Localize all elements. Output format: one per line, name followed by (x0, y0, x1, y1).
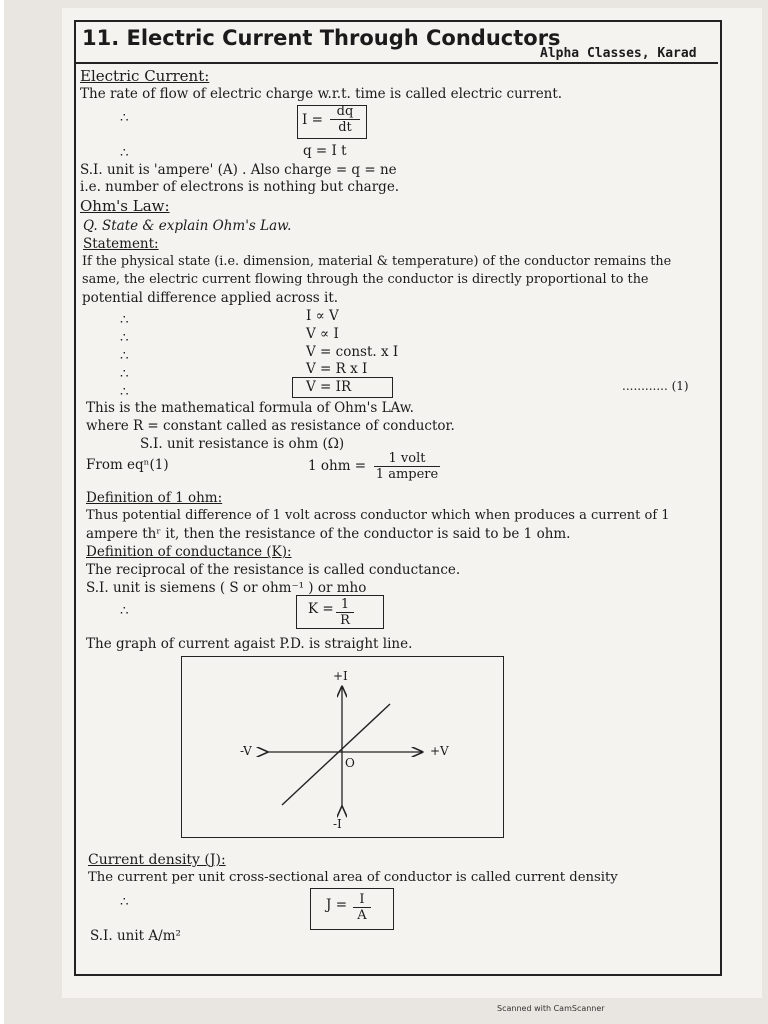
therefore-symbol: ∴ (120, 145, 129, 161)
conductance-definition: The reciprocal of the resistance is called conductance. (86, 562, 461, 578)
statement-line: same, the electric current flowing through the conductor is directly proportional to the (82, 272, 649, 287)
current-formula-lhs: I = (302, 112, 323, 128)
fraction-numerator: I (353, 892, 371, 908)
charge-note: i.e. number of electrons is nothing but charge. (80, 179, 400, 195)
section-heading-def-ohm: Definition of 1 ohm: (86, 490, 223, 506)
fraction-numerator: 1 volt (374, 451, 440, 467)
current-density-definition: The current per unit cross-sectional area of conductor is called current density (88, 870, 618, 885)
therefore-symbol: ∴ (120, 384, 129, 400)
y-axis-positive-label: +I (333, 669, 348, 683)
therefore-symbol: ∴ (120, 330, 129, 346)
current-density-si-unit: S.I. unit A/m² (90, 928, 181, 944)
ohm-equation: I ∝ V (306, 308, 339, 324)
section-heading-current-density: Current density (J): (88, 852, 226, 868)
fraction-numerator: dq (330, 104, 360, 120)
header-divider (74, 62, 718, 64)
def-ohm-line: Thus potential difference of 1 volt across conductor which when produces a current of 1 (86, 508, 670, 523)
therefore-symbol: ∴ (120, 110, 129, 126)
math-formula-note: This is the mathematical formula of Ohm's LAw. (86, 400, 414, 416)
therefore-symbol: ∴ (120, 348, 129, 364)
current-density-formula-lhs: J = (326, 897, 348, 913)
statement-line: If the physical state (i.e. dimension, material & temperature) of the conductor remains the (82, 254, 672, 269)
ohm-unit-lhs: 1 ohm = (308, 458, 367, 474)
fraction-denominator: dt (338, 120, 352, 135)
ohm-equation: V = const. x I (306, 344, 399, 360)
therefore-symbol: ∴ (120, 894, 129, 910)
ohm-formula: V = IR (306, 379, 352, 395)
current-density-formula-box (310, 888, 394, 930)
origin-label: O (345, 756, 355, 770)
statement-line: potential difference applied across it. (82, 290, 339, 306)
x-axis-negative-label: -V (240, 744, 252, 758)
current-density-fraction (353, 892, 371, 923)
section-heading-electric-current: Electric Current: (80, 67, 210, 85)
from-equation: From eqⁿ(1) (86, 457, 169, 473)
author-credit: Alpha Classes, Karad (540, 46, 697, 61)
resistance-si-unit: S.I. unit resistance is ohm (Ω) (140, 436, 345, 452)
fraction-denominator: R (340, 613, 350, 628)
therefore-symbol: ∴ (120, 366, 129, 382)
ohm-equation: V ∝ I (306, 326, 339, 342)
scan-edge (0, 0, 4, 1024)
x-axis-positive-label: +V (430, 744, 449, 758)
fraction-denominator: A (357, 908, 367, 923)
statement-heading: Statement: (83, 236, 159, 252)
current-formula-fraction (330, 104, 360, 135)
fraction-numerator: 1 (336, 597, 354, 613)
scanner-watermark: Scanned with CamScanner (497, 1004, 605, 1013)
section-heading-conductance: Definition of conductance (K): (86, 544, 292, 560)
graph-note: The graph of current agaist P.D. is straight line. (86, 636, 413, 652)
ohm-unit-fraction (374, 451, 440, 482)
conductance-fraction (336, 597, 354, 628)
ohms-law-question: Q. State & explain Ohm's Law. (83, 218, 292, 234)
electric-current-definition: The rate of flow of electric charge w.r.t. time is called electric current. (80, 86, 563, 102)
iv-line (282, 704, 390, 805)
section-heading-ohms-law: Ohm's Law: (80, 197, 170, 215)
y-axis-negative-label: -I (333, 817, 342, 831)
conductance-si-unit: S.I. unit is siemens ( S or ohm⁻¹ ) or mho (86, 580, 367, 596)
fraction-denominator: 1 ampere (375, 467, 439, 482)
therefore-symbol: ∴ (120, 312, 129, 328)
def-ohm-line: ampere thʳ it, then the resistance of the conductor is said to be 1 ohm. (86, 526, 571, 542)
charge-equation: q = I t (303, 143, 347, 159)
conductance-formula-lhs: K = (308, 601, 334, 617)
iv-graph (182, 657, 503, 837)
therefore-symbol: ∴ (120, 603, 129, 619)
ohm-equation: V = R x I (306, 361, 368, 377)
page-title: 11. Electric Current Through Conductors (82, 26, 561, 50)
current-si-unit: S.I. unit is 'ampere' (A) . Also charge = q = ne (80, 162, 397, 178)
resistance-definition: where R = constant called as resistance of conductor. (86, 418, 455, 434)
equation-number: ............ (1) (622, 379, 689, 393)
